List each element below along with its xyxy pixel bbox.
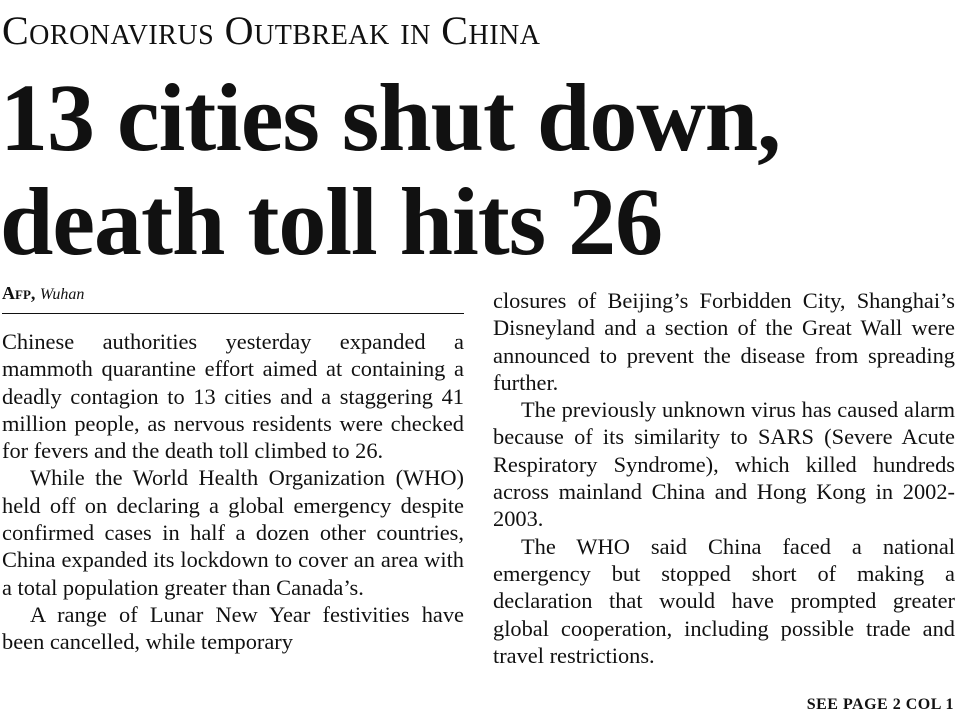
byline <box>2 281 464 314</box>
article-column-left <box>2 328 464 656</box>
paragraph: Chinese authorities yesterday expanded a mammoth quarantine effort aimed at containing a deadly contagion to 13 cities and a staggering 41 million people, as nervous residents were checked for fevers and the death toll climbed to 26. <box>2 329 464 464</box>
headline <box>0 66 780 274</box>
paragraph: closures of Beijing’s Forbidden City, Shanghai’s Disneyland and a section of the Great Wall were announced to prevent the disease from spreading further. <box>493 288 955 395</box>
headline-line-2: death toll hits 26 <box>0 168 663 275</box>
article-column-right <box>493 287 955 669</box>
kicker: Coronavirus Outbreak in China <box>2 8 541 53</box>
paragraph: The WHO said China faced a national emergency but stopped short of making a declaration that would have prompted greater global cooperation, including possible trade and travel restrictions. <box>493 533 955 668</box>
paragraph: The previously unknown virus has caused alarm because of its similarity to SARS (Severe Acute Respiratory Syndrome), which killed hundreds across mainland China and Hong Kong in 2002-2003. <box>493 397 955 532</box>
paragraph: While the World Health Organization (WHO) held off on declaring a global emergency despite confirmed cases in half a dozen other countries, China expanded its lockdown to cover an area with a total population greater than Canada’s. <box>2 465 464 600</box>
byline-agency: Afp, <box>2 283 36 303</box>
byline-place: Wuhan <box>39 286 85 303</box>
jump-line: SEE PAGE 2 COL 1 <box>806 696 954 713</box>
headline-line-1: 13 cities shut down, <box>0 64 781 171</box>
paragraph: A range of Lunar New Year festivities have been cancelled, while temporary <box>2 601 464 655</box>
